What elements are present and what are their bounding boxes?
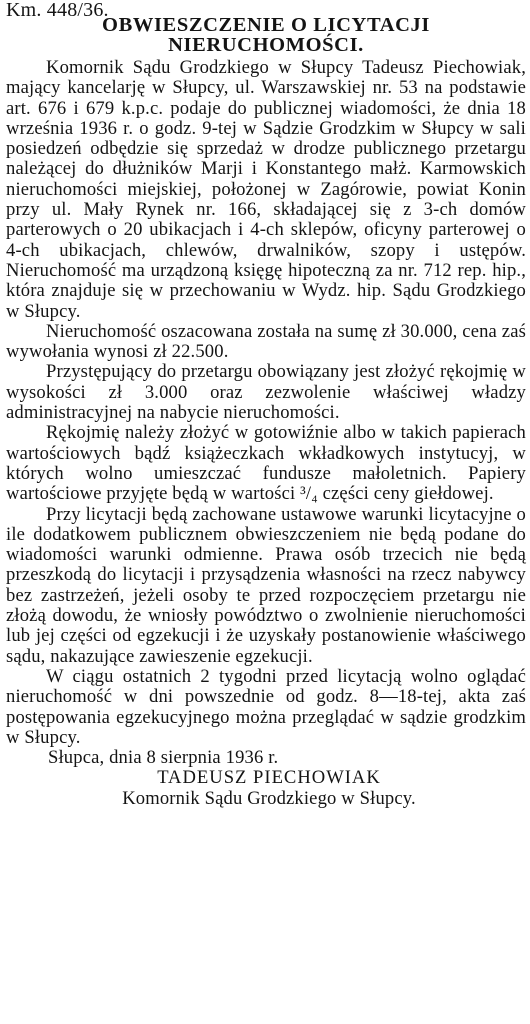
paragraph-deposit-forms: Rękojmię należy złożyć w gotowiźnie albo w takich papierach wartościowych bądź książeczkach wkładkowych instytucyj, w których wolno umieszczać fundusze małoletnich. Papiery wartościowe przyjęte będą w wartości ³/₄ części ceny giełdowej. bbox=[6, 422, 526, 505]
title-line-1: OBWIESZCZENIE O LICYTACJI bbox=[102, 14, 430, 36]
paragraph-valuation: Nieruchomość oszacowana została na sumę zł 30.000, cena zaś wywołania wynosi zł 22.500. bbox=[6, 320, 526, 363]
signature-place-date: Słupca, dnia 8 sierpnia 1936 r. bbox=[48, 747, 279, 769]
notice-title bbox=[6, 15, 526, 55]
notice-clipping bbox=[6, 0, 526, 1024]
signature-office: Komornik Sądu Grodzkiego w Słupcy. bbox=[122, 787, 416, 809]
paragraph-deposit: Przystępujący do przetargu obowiązany jest złożyć rękojmię w wysokości zł 3.000 oraz zezwolenie właściwej władzy administracyjnej na nabycie nieruchomości. bbox=[6, 361, 526, 424]
paragraph-auction-announcement: Komornik Sądu Grodzkiego w Słupcy Tadeusz Piechowiak, mający kancelarję w Słupcy, ul. Warszawskiej nr. 53 na podstawie art. 676 i 679 k.p.c. podaje do publicznej wiadomości, że dnia 18 września 1936 r. o godz. 9-tej w Sądzie Grodzkim w Słupcy w sali posiedzeń odbędzie się sprzedaż w drodze publicznego przetargu należącej do dłużników Marji i Konstantego małż. Karmowskich nieruchomości miejskiej, położonej w Zagórowie, powiat Konin przy ul. Mały Rynek nr. 166, składającej się z 3-ch domów parterowych o 20 ubikacjach i 4-ch sklepów, oficyny parterowej o 4-ch ubikacjach, chlewów, drwalników, szopy i ustępów. Nieruchomość ma urządzoną księgę hipoteczną za nr. 712 rep. hip., która znajduje się w przechowaniu w Wydz. hip. Sądu Grodzkiego w Słupcy. bbox=[6, 57, 526, 322]
signature-name: TADEUSZ PIECHOWIAK bbox=[157, 767, 381, 789]
case-reference: Km. 448/36. bbox=[6, 0, 109, 21]
paragraph-auction-conditions: Przy licytacji będą zachowane ustawowe warunki licytacyjne o ile dodatkowem publicznem obwieszczeniem nie będą podane do wiadomości warunki odmienne. Prawa osób trzecich nie będą przeszkodą do licytacji i przysądzenia własności na rzecz nabywcy bez zastrzeżeń, jeżeli osoby te przed rozpoczęciem przetargu nie złożą dowodu, że wniosły powództwo o zwolnienie nieruchomości lub jej części od egzekucji i że uzyskały postanowienie właściwego sądu, nakazujące zawieszenie egzekucji. bbox=[6, 503, 526, 667]
paragraph-inspection: W ciągu ostatnich 2 tygodni przed licytacją wolno oglądać nieruchomość w dni powszednie od godz. 8—18-tej, akta zaś postępowania egzekucyjnego można przeglądać w sądzie grodzkim w Słupcy. bbox=[6, 665, 526, 748]
title-line-2: NIERUCHOMOŚCI. bbox=[168, 34, 364, 56]
notice-body bbox=[6, 58, 526, 809]
